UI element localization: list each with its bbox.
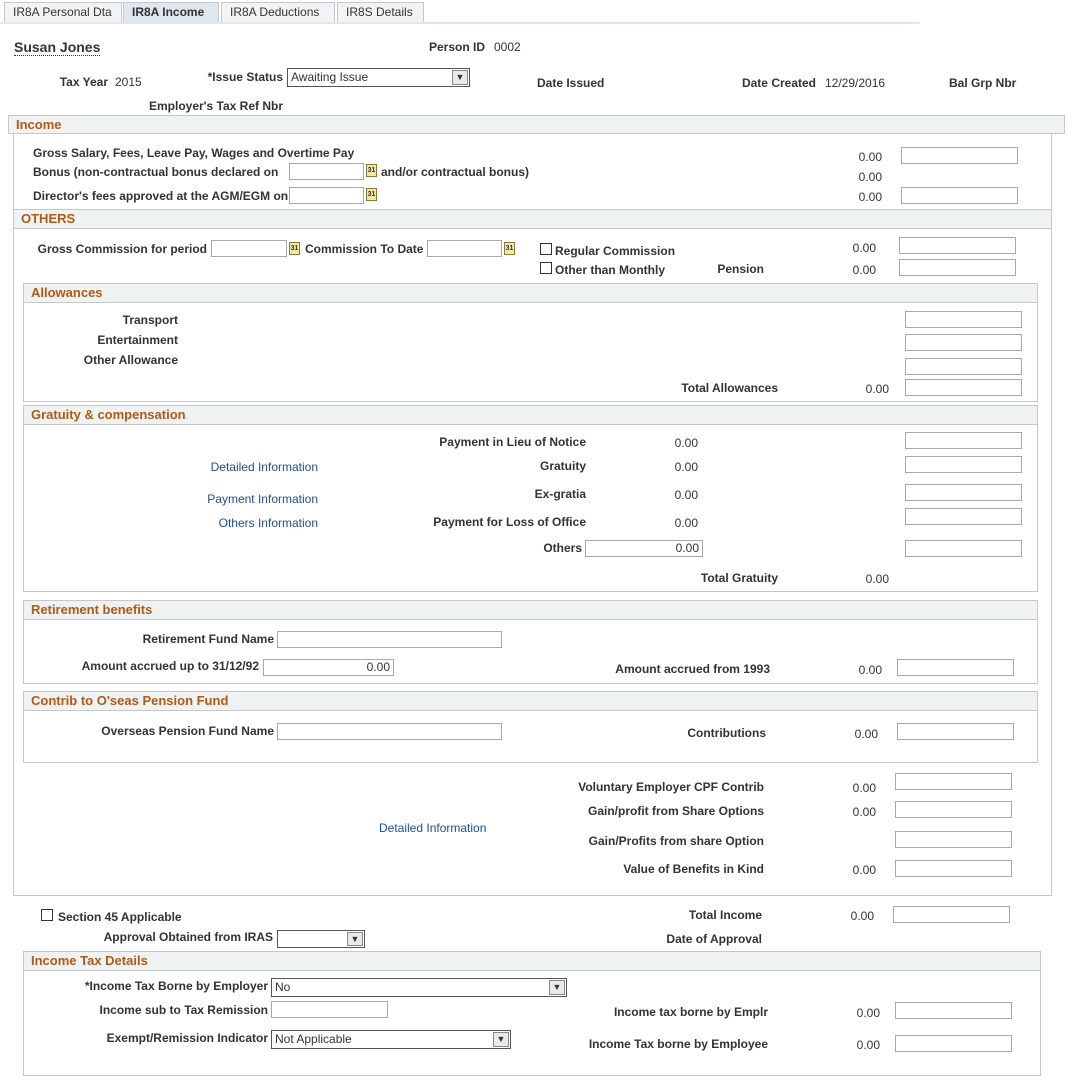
other-allowance-input[interactable] <box>905 358 1022 375</box>
approval-iras-label: Approval Obtained from IRAS <box>103 930 273 944</box>
overseas-pension-header: Contrib to O'seas Pension Fund <box>23 691 1038 711</box>
pension-value: 0.00 <box>852 263 876 277</box>
commission-input[interactable] <box>899 237 1016 254</box>
other-than-monthly-label: Other than Monthly <box>555 263 665 277</box>
other-than-monthly-checkbox[interactable] <box>540 262 552 274</box>
allowances-header: Allowances <box>23 283 1038 303</box>
tax-borne-emplr-value: 0.00 <box>856 1006 880 1020</box>
share-option-profits-label: Gain/Profits from share Option <box>588 834 764 848</box>
regular-commission-label: Regular Commission <box>555 244 676 258</box>
directors-fees-label: Director's fees approved at the AGM/EGM on <box>33 189 289 203</box>
entertainment-label: Entertainment <box>97 333 178 347</box>
share-option-profits-input[interactable] <box>895 831 1012 848</box>
chevron-down-icon[interactable]: ▼ <box>549 980 565 995</box>
ex-gratia-input[interactable] <box>905 484 1022 501</box>
total-income-input[interactable] <box>893 906 1010 923</box>
date-of-approval-label: Date of Approval <box>666 932 762 946</box>
others-label: Others <box>543 541 582 555</box>
total-gratuity-value: 0.00 <box>865 572 889 586</box>
others-amount-input[interactable]: 0.00 <box>585 540 703 557</box>
bonus-label: Bonus (non-contractual bonus declared on <box>33 165 279 179</box>
issue-status-select[interactable] <box>287 68 470 87</box>
pension-label: Pension <box>717 262 764 276</box>
total-gratuity-label: Total Gratuity <box>700 571 778 585</box>
others-input[interactable] <box>905 540 1022 557</box>
loss-of-office-input[interactable] <box>905 508 1022 525</box>
tax-remission-input[interactable] <box>271 1001 388 1018</box>
ex-gratia-value: 0.00 <box>674 488 698 502</box>
date-created-label: Date Created <box>741 76 816 90</box>
tab-divider <box>0 22 920 24</box>
other-allowance-label: Other Allowance <box>83 353 178 367</box>
accrued-93-label: Amount accrued from 1993 <box>615 662 770 676</box>
accrued-93-input[interactable] <box>897 659 1014 676</box>
benefits-in-kind-label: Value of Benefits in Kind <box>623 862 764 876</box>
employee-name[interactable]: Susan Jones <box>14 39 101 55</box>
payment-information-link[interactable]: Payment Information <box>207 492 318 506</box>
tab-income[interactable]: IR8A Income <box>123 2 219 23</box>
issue-status-value: Awaiting Issue <box>291 70 369 84</box>
contributions-value: 0.00 <box>854 727 878 741</box>
others-header: OTHERS <box>13 209 1052 229</box>
bonus-date-input[interactable] <box>289 163 364 180</box>
overseas-fund-name-input[interactable] <box>277 723 502 740</box>
tax-borne-employer-label: *Income Tax Borne by Employer <box>84 979 268 993</box>
gratuity-section <box>23 405 1038 592</box>
gross-salary-input[interactable] <box>901 147 1018 164</box>
accrued-92-input[interactable]: 0.00 <box>263 659 394 676</box>
cpf-contrib-value: 0.00 <box>852 781 876 795</box>
lieu-notice-value: 0.00 <box>674 436 698 450</box>
bonus-suffix-label: and/or contractual bonus) <box>381 165 530 179</box>
gratuity-label: Gratuity <box>539 459 586 473</box>
exempt-remission-value: Not Applicable <box>275 1032 352 1046</box>
total-allowances-value: 0.00 <box>865 382 889 396</box>
tab-personal-data[interactable]: IR8A Personal Dta <box>4 2 122 23</box>
commission-to-date-input[interactable] <box>427 240 502 257</box>
transport-label: Transport <box>122 313 178 327</box>
calendar-icon[interactable]: 31 <box>366 164 377 177</box>
overseas-fund-name-label: Overseas Pension Fund Name <box>101 724 274 738</box>
retirement-fund-name-input[interactable] <box>277 631 502 648</box>
chevron-down-icon[interactable]: ▼ <box>452 70 468 85</box>
benefits-in-kind-input[interactable] <box>895 860 1012 877</box>
calendar-icon[interactable]: 31 <box>504 242 515 255</box>
loss-of-office-label: Payment for Loss of Office <box>433 515 586 529</box>
tax-borne-employee-value: 0.00 <box>856 1038 880 1052</box>
retirement-fund-name-label: Retirement Fund Name <box>142 632 274 646</box>
gross-commission-date-input[interactable] <box>211 240 287 257</box>
income-header: Income <box>8 115 1065 134</box>
directors-date-input[interactable] <box>289 187 364 204</box>
gross-salary-value: 0.00 <box>858 150 882 164</box>
commission-to-date-label: Commission To Date <box>305 242 424 256</box>
regular-commission-checkbox[interactable] <box>540 243 552 255</box>
accrued-92-label: Amount accrued up to 31/12/92 <box>81 659 259 673</box>
tab-deductions[interactable]: IR8A Deductions <box>221 2 335 23</box>
loss-of-office-value: 0.00 <box>674 516 698 530</box>
tab-ir8s-details[interactable]: IR8S Details <box>337 2 424 23</box>
contributions-input[interactable] <box>897 723 1014 740</box>
gross-commission-label: Gross Commission for period <box>37 242 207 256</box>
retirement-header: Retirement benefits <box>23 600 1038 620</box>
detailed-information-link[interactable]: Detailed Information <box>210 460 318 474</box>
tax-borne-emplr-label: Income tax borne by Emplr <box>613 1005 768 1019</box>
directors-fees-value: 0.00 <box>858 190 882 204</box>
share-options-input[interactable] <box>895 801 1012 818</box>
chevron-down-icon[interactable]: ▼ <box>493 1032 509 1047</box>
calendar-icon[interactable]: 31 <box>366 188 377 201</box>
lieu-notice-label: Payment in Lieu of Notice <box>439 435 586 449</box>
total-allowances-input[interactable] <box>905 379 1022 396</box>
pension-input[interactable] <box>899 259 1016 276</box>
accrued-93-value: 0.00 <box>858 663 882 677</box>
cpf-contrib-input[interactable] <box>895 773 1012 790</box>
section-45-label: Section 45 Applicable <box>58 910 182 924</box>
chevron-down-icon[interactable]: ▼ <box>347 932 363 946</box>
tax-year-label: Tax Year <box>59 75 108 89</box>
calendar-icon[interactable]: 31 <box>289 242 300 255</box>
employer-tax-ref-label: Employer's Tax Ref Nbr <box>149 99 284 113</box>
lieu-notice-input[interactable] <box>905 432 1022 449</box>
income-tax-details-header: Income Tax Details <box>23 951 1041 971</box>
total-income-value: 0.00 <box>850 909 874 923</box>
tax-borne-emplr-input[interactable] <box>895 1002 1012 1019</box>
tax-remission-label: Income sub to Tax Remission <box>99 1003 268 1017</box>
entertainment-input[interactable] <box>905 334 1022 351</box>
tax-borne-employee-label: Income Tax borne by Employee <box>588 1037 768 1051</box>
date-issued-label: Date Issued <box>537 76 605 90</box>
benefits-in-kind-value: 0.00 <box>852 863 876 877</box>
share-options-value: 0.00 <box>852 805 876 819</box>
bonus-value: 0.00 <box>858 170 882 184</box>
approval-iras-select[interactable] <box>277 930 365 948</box>
tax-borne-employer-select[interactable] <box>271 978 567 997</box>
cpf-contrib-label: Voluntary Employer CPF Contrib <box>578 780 764 794</box>
issue-status-label: *Issue Status <box>207 70 283 84</box>
date-created-value: 12/29/2016 <box>825 76 886 90</box>
person-id-label: Person ID <box>428 40 485 54</box>
total-income-label: Total Income <box>688 908 762 922</box>
transport-input[interactable] <box>905 311 1022 328</box>
bal-grp-nbr-label: Bal Grp Nbr <box>949 76 1017 90</box>
exempt-remission-select[interactable] <box>271 1030 511 1049</box>
gross-salary-label: Gross Salary, Fees, Leave Pay, Wages and Overtime Pay <box>33 146 355 160</box>
tax-borne-employer-value: No <box>275 980 291 994</box>
contributions-label: Contributions <box>687 726 766 740</box>
detailed-information-link[interactable]: Detailed Information <box>379 821 487 835</box>
gratuity-header: Gratuity & compensation <box>23 405 1038 425</box>
share-options-label: Gain/profit from Share Options <box>587 804 764 818</box>
gratuity-input[interactable] <box>905 456 1022 473</box>
tax-year-value: 2015 <box>115 75 142 89</box>
exempt-remission-label: Exempt/Remission Indicator <box>106 1031 268 1045</box>
others-information-link[interactable]: Others Information <box>218 516 318 530</box>
tax-borne-employee-input[interactable] <box>895 1035 1012 1052</box>
commission-value: 0.00 <box>852 241 876 255</box>
total-allowances-label: Total Allowances <box>681 381 778 395</box>
ex-gratia-label: Ex-gratia <box>534 487 586 501</box>
directors-fees-input[interactable] <box>901 187 1018 204</box>
section-45-checkbox[interactable] <box>41 909 53 921</box>
gratuity-value: 0.00 <box>674 460 698 474</box>
person-id-value: 0002 <box>494 40 521 54</box>
